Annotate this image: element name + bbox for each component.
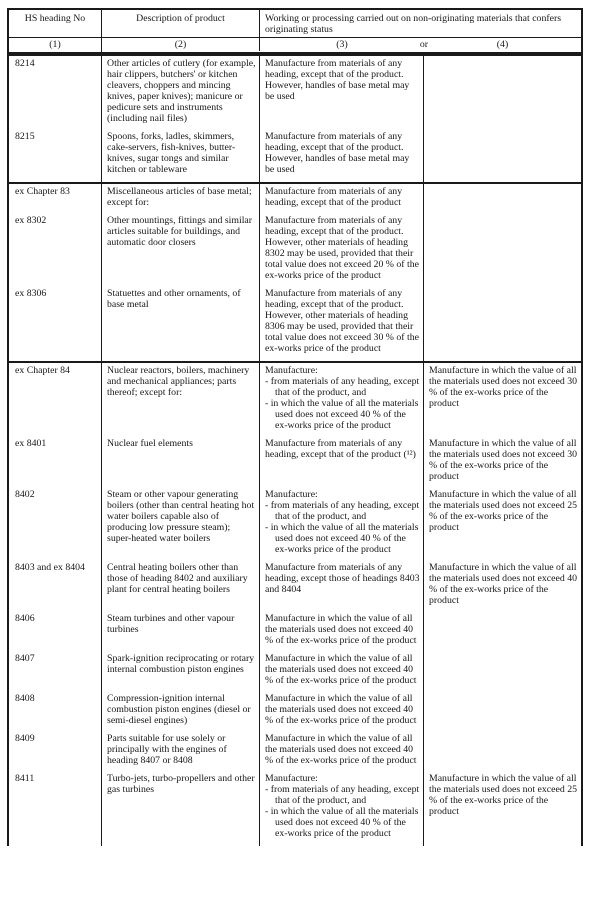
description-cell: Nuclear reactors, boilers, machinery and mechanical appliances; parts thereof; except for: <box>101 363 259 436</box>
table-row <box>9 213 581 286</box>
rule-col4-cell <box>423 651 581 691</box>
hs-heading-cell: 8411 <box>15 773 35 784</box>
table-row <box>9 56 581 129</box>
header-description: Description of product <box>101 10 259 37</box>
column-number-4: (4) <box>496 39 509 50</box>
description-cell: Turbo-jets, turbo-propellers and other gas turbines <box>101 771 259 846</box>
hs-heading-cell: ex 8306 <box>15 288 47 299</box>
rule-col3-cell: Manufacture from materials of any heading, except that of the product. However, other materials of heading 8302 may be used, provided that their total value does not exceed 20 % of the ex-works price of the product <box>259 213 423 286</box>
column-number-1: (1) <box>49 39 61 50</box>
rule-col4-cell: Manufacture in which the value of all the materials used does not exceed 25 % of the ex-works price of the product <box>423 487 581 560</box>
rule-col3-cell: Manufacture in which the value of all the materials used does not exceed 40 % of the ex-works price of the product <box>259 651 423 691</box>
rule-col4-cell: Manufacture in which the value of all the materials used does not exceed 30 % of the ex-works price of the product <box>423 363 581 436</box>
rule-col4-cell <box>423 286 581 361</box>
rule-col4-cell <box>423 56 581 129</box>
rule-col3-cell: Manufacture from materials of any heading, except that of the product. However, handles of base metal may be used <box>259 56 423 129</box>
description-cell: Spark-ignition reciprocating or rotary internal combustion piston engines <box>101 651 259 691</box>
hs-heading-cell: 8214 <box>15 58 35 69</box>
hs-heading-cell: ex Chapter 84 <box>15 365 70 376</box>
description-cell: Other mountings, fittings and similar articles suitable for buildings, and automatic door closers <box>101 213 259 286</box>
column-number-3: (3) <box>336 39 348 50</box>
table-row <box>9 771 581 846</box>
rule-col4-cell: Manufacture in which the value of all the materials used does not exceed 40 % of the ex-works price of the product <box>423 560 581 611</box>
rule-col3-cell: Manufacture: - from materials of any heading, except that of the product, and - in which the value of all the materials used does not exceed 40 % of the ex-works price of the product <box>259 771 423 846</box>
column-number-row <box>9 37 581 54</box>
column-number-3-4 <box>259 38 581 51</box>
table-row <box>9 611 581 651</box>
hs-heading-cell: 8406 <box>15 613 35 624</box>
rule-col4-cell <box>423 213 581 286</box>
rule-col3-cell: Manufacture from materials of any heading, except those of headings 8403 and 8404 <box>259 560 423 611</box>
table-row <box>9 286 581 361</box>
table-row <box>9 691 581 731</box>
rule-col4-cell <box>423 691 581 731</box>
hs-heading-cell: 8215 <box>15 131 35 142</box>
rule-col4-cell <box>423 129 581 182</box>
rule-col4-cell <box>423 184 581 213</box>
rule-col3-cell: Manufacture from materials of any heading, except that of the product. However, other materials of heading 8306 may be used, provided that their total value does not exceed 30 % of the ex-works price of the product <box>259 286 423 361</box>
rule-col3-cell: Manufacture from materials of any heading, except that of the product (¹²) <box>259 436 423 487</box>
or-label: or <box>419 39 429 50</box>
description-cell: Parts suitable for use solely or principally with the engines of heading 8407 or 8408 <box>101 731 259 771</box>
description-cell: Other articles of cutlery (for example, hair clippers, butchers' or kitchen cleavers, choppers and mincing knives, paper knives); manicure or pedicure sets and instruments (including nail files) <box>101 56 259 129</box>
table-header-row <box>9 10 581 37</box>
description-cell: Miscellaneous articles of base metal; except for: <box>101 184 259 213</box>
description-cell: Steam turbines and other vapour turbines <box>101 611 259 651</box>
table-row <box>9 129 581 182</box>
hs-heading-cell: 8408 <box>15 693 35 704</box>
header-hs-heading: HS heading No <box>24 13 86 24</box>
table-row <box>9 436 581 487</box>
description-cell: Spoons, forks, ladles, skimmers, cake-servers, fish-knives, butter-knives, sugar tongs and similar kitchen or tableware <box>101 129 259 182</box>
rule-col3-cell: Manufacture in which the value of all the materials used does not exceed 40 % of the ex-works price of the product <box>259 611 423 651</box>
hs-heading-cell: 8407 <box>15 653 35 664</box>
rule-col3-cell: Manufacture: - from materials of any heading, except that of the product, and - in which the value of all the materials used does not exceed 40 % of the ex-works price of the product <box>259 363 423 436</box>
table-group <box>9 182 581 361</box>
origin-rules-table <box>7 8 583 846</box>
table-row <box>9 560 581 611</box>
description-cell: Steam or other vapour generating boilers (other than central heating hot water boilers capable also of producing low pressure steam); super-heated water boilers <box>101 487 259 560</box>
rule-col4-cell: Manufacture in which the value of all the materials used does not exceed 25 % of the ex-works price of the product <box>423 771 581 846</box>
hs-heading-cell: 8403 and ex 8404 <box>15 562 85 573</box>
rule-col3-cell: Manufacture from materials of any heading, except that of the product <box>259 184 423 213</box>
table-row <box>9 651 581 691</box>
hs-heading-cell: 8402 <box>15 489 35 500</box>
table-row <box>9 731 581 771</box>
hs-heading-cell: ex 8401 <box>15 438 47 449</box>
description-cell: Statuettes and other ornaments, of base metal <box>101 286 259 361</box>
rule-col3-cell: Manufacture in which the value of all the materials used does not exceed 40 % of the ex-works price of the product <box>259 691 423 731</box>
rule-col4-cell <box>423 731 581 771</box>
rule-col3-cell: Manufacture: - from materials of any heading, except that of the product, and - in which the value of all the materials used does not exceed 40 % of the ex-works price of the product <box>259 487 423 560</box>
table-row <box>9 184 581 213</box>
rule-col3-cell: Manufacture in which the value of all the materials used does not exceed 40 % of the ex-works price of the product <box>259 731 423 771</box>
table-group <box>9 361 581 846</box>
description-cell: Compression-ignition internal combustion piston engines (diesel or semi-diesel engines) <box>101 691 259 731</box>
hs-heading-cell: ex Chapter 83 <box>15 186 70 197</box>
rule-col3-cell: Manufacture from materials of any heading, except that of the product. However, handles of base metal may be used <box>259 129 423 182</box>
description-cell: Nuclear fuel elements <box>101 436 259 487</box>
description-cell: Central heating boilers other than those of heading 8402 and auxiliary plant for central heating boilers <box>101 560 259 611</box>
rule-col4-cell <box>423 611 581 651</box>
table-row <box>9 487 581 560</box>
column-number-2: (2) <box>101 38 259 52</box>
header-working-processing: Working or processing carried out on non-originating materials that confers originating status <box>259 10 581 37</box>
rule-col4-cell: Manufacture in which the value of all the materials used does not exceed 30 % of the ex-works price of the product <box>423 436 581 487</box>
table-group <box>9 54 581 182</box>
table-row <box>9 363 581 436</box>
hs-heading-cell: ex 8302 <box>15 215 47 226</box>
hs-heading-cell: 8409 <box>15 733 35 744</box>
